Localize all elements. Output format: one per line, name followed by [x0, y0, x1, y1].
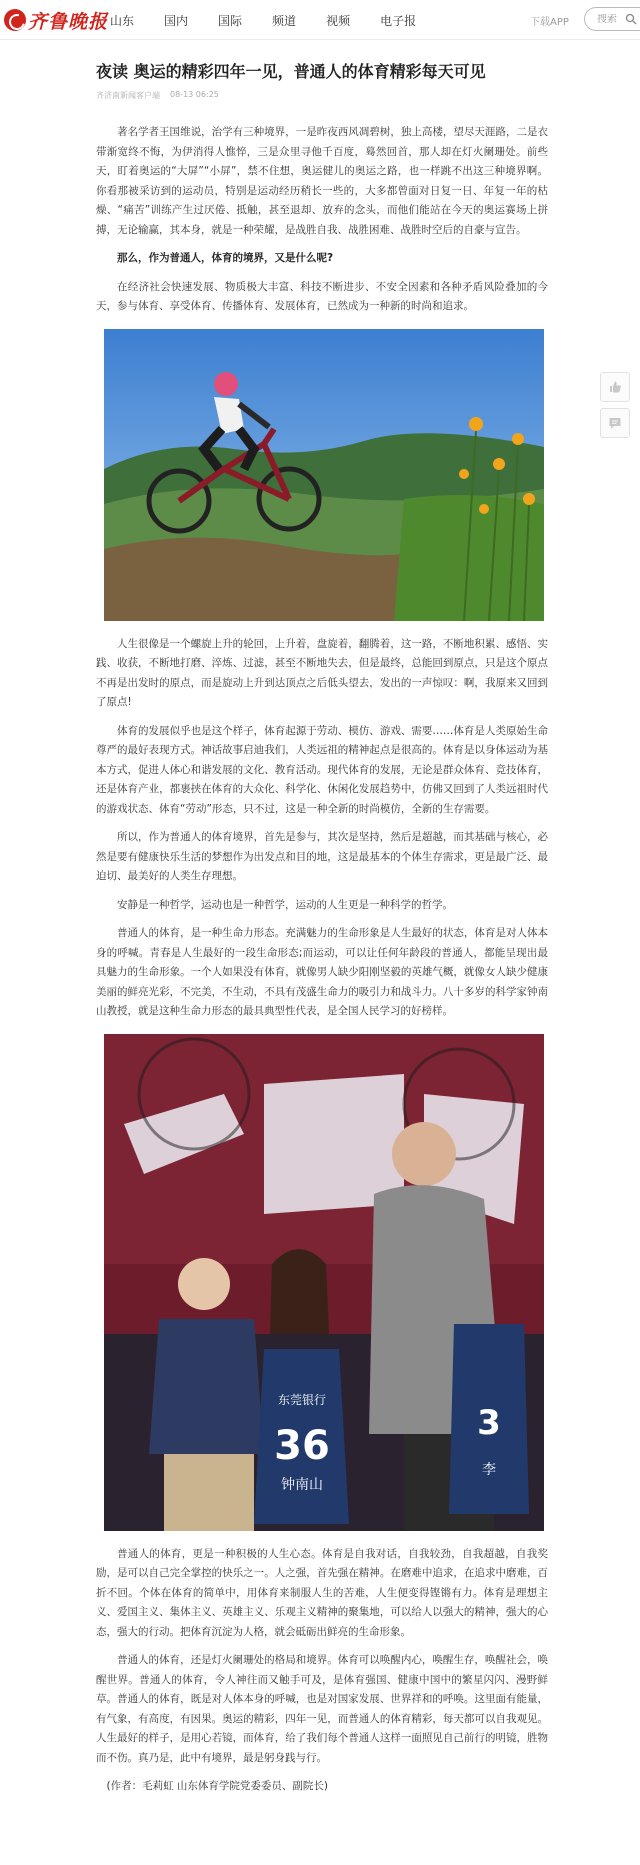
nav-item-epaper[interactable]: 电子报: [380, 13, 417, 28]
jersey-name-left: 钟南山: [281, 1476, 323, 1493]
nav-item-international[interactable]: 国际: [218, 13, 243, 28]
paragraph: 所以，作为普通人的体育境界，首先是参与，其次是坚持，然后是超越，而其基础与核心，必然是要有健康快乐生活的梦想作为出发点和目的地，这是最基本的个体生存需求，更是最广泛、最迫切、最美好的人类生存理想。: [96, 831, 548, 882]
search-box: [584, 7, 640, 31]
like-button[interactable]: [600, 372, 630, 402]
jersey-number-left: 36: [274, 1422, 330, 1469]
paragraph: 在经济社会快速发展、物质极大丰富、科技不断进步、不安全因素和各种矛盾风险叠加的今天，参与体育、享受体育、传播体育、发展体育，已然成为一种新的时尚和追求。: [96, 280, 548, 312]
nav-item-video[interactable]: 视频: [326, 13, 351, 28]
nav-item-channels[interactable]: 频道: [272, 13, 297, 28]
nav-item-shandong[interactable]: 山东: [110, 13, 135, 28]
article: [96, 60, 548, 1806]
article-title: 夜读 奥运的精彩四年一见，普通人的体育精彩每天可见: [96, 62, 486, 81]
paragraph: 著名学者王国维说，治学有三种境界，一是昨夜西风凋碧树，独上高楼，望尽天涯路，二是衣带渐宽终不悔，为伊消得人憔悴，三是众里寻他千百度，蓦然回首，那人却在灯火阑珊处。前些天，盯着奥运的“大屏”“小屏”，禁不住想，奥运健儿的奥运之路，也一样跳不出这三种境界啊。你看那被采访到的运动员，特别是运动经历稍长一些的，大多都曾面对日复一日、年复一年的枯燥、“痛苦”训练产生过厌倦、抵触，甚至退却、放弃的念头，而他们能站在今天的奥运赛场上拼搏，无论输赢，其本身，就是一种荣耀，是战胜自我、战胜困难、战胜时空后的自豪与宣告。: [96, 126, 548, 236]
jersey-presentation-photo: [104, 1034, 544, 1531]
article-body: [96, 123, 548, 1797]
site-logo[interactable]: [4, 6, 108, 34]
jersey-name-right: 李: [482, 1461, 496, 1478]
paragraph: 安静是一种哲学，运动也是一种哲学，运动的人生更是一种科学的哲学。: [117, 898, 453, 911]
article-source: 齐济南新闻客户端: [96, 91, 160, 100]
paragraph: 普通人的体育，还是灯火阑珊处的格局和境界。体育可以唤醒内心，唤醒生存，唤醒社会，唤醒世界。普通人的体育，令人神往而又触手可及，是体育强国、健康中国中的繁星闪闪、漫野鲜草。普通人的体育，既是对人体本身的呼喊，也是对国家发展、世界祥和的呼唤。这里面有能量，有气象，有高度，有因果。奥运的精彩，四年一见，而普通人的体育精彩，每天都可以自我观见。人生最好的样子，是用心若镜，而体育，给了我们每个普通人这样一面照见自己前行的明镜，胜物而不伤。真乃是，此中有境界，最是躬身践与行。: [96, 1654, 548, 1764]
like-icon: [608, 380, 622, 394]
article-time: 08-13 06:25: [170, 90, 219, 99]
jersey-number-right: 3: [477, 1402, 501, 1443]
logo-text: 齐鲁晚报: [28, 10, 109, 33]
paragraph: 体育的发展似乎也是这个样子，体育起源于劳动、模仿、游戏、需要……体育是人类原始生命尊严的最好表现方式。神话故事启迪我们，人类远祖的精神起点是很高的。体育是以身体运动为基本方式，促进人体心和谐发展的文化、教育活动。现代体育的发展，无论是群众体育、竞技体育，还是体育产业，都裹挟在体育的大众化、科学化、休闲化发展趋势中，仿佛又回到了人类远祖时代的游戏状态、体育“劳动”形态，只不过，这是一种全新的时尚模仿，全新的生存需要。: [96, 724, 548, 815]
paragraph: 普通人的体育，更是一种积极的人生心态。体育是自我对话，自我较劲，自我超越，自我奖励，是可以自己完全掌控的快乐之一。人之强，首先强在精神。在磨难中追求，在追求中磨难，百折不回。个体在体育的简单中，用体育来制服人生的苦难，人生便变得铿锵有力。体育是理想主义、爱国主义、集体主义、英雄主义、乐观主义精神的聚集地，可以给人以强大的精神，强大的心态，强大的行动。把体育沉淀为人格，就会砥砺出鲜亮的生命形象。: [96, 1547, 548, 1638]
paragraph: 普通人的体育，是一种生命力形态。充满魅力的生命形象是人生最好的状态，体育是对人体本身的呼喊。青春是人生最好的一段生命形态;而运动，可以让任何年龄段的普通人，都能呈现出最具魅力的生命形象。一个人如果没有体育，就像男人缺少阳刚坚毅的英雄气概，就像女人缺少健康美丽的鲜亮光彩，不完美，不生动，不具有茂盛生命力的吸引力和战斗力。八十多岁的科学家钟南山教授，就是这种生命力形态的最具典型性代表，是全国人民学习的好榜样。: [96, 927, 548, 1017]
comment-button[interactable]: [600, 408, 630, 438]
jersey-banner-text: 东莞银行: [277, 1392, 327, 1407]
paragraph: 人生很像是一个螺旋上升的轮回，上升着，盘旋着，翻腾着，这一路，不断地积累、感悟、实践、收获，不断地打磨、淬炼、过滤，甚至不断地失去，但是最终，总能回到原点，只是这个原点不再是出发时的原点，而是旋动上升到达顶点之后低头望去，发出的一声惊叹：啊，我原来又回到了原点!: [96, 637, 548, 708]
logo-mark-icon: [4, 9, 26, 31]
top-navigation-bar: [0, 0, 640, 40]
search-input[interactable]: [597, 14, 625, 25]
article-meta: [96, 90, 548, 101]
mountain-bike-photo: [104, 329, 544, 621]
nav-item-domestic[interactable]: 国内: [164, 13, 189, 28]
download-app-link[interactable]: 下载APP: [530, 17, 569, 28]
comment-icon: [608, 416, 622, 430]
author-credit: (作者：毛莉虹 山东体育学院党委委员、副院长): [106, 1780, 329, 1792]
search-icon[interactable]: [625, 13, 637, 25]
section-heading: 那么，作为普通人，体育的境界，又是什么呢?: [117, 252, 334, 264]
main-nav: [110, 0, 446, 40]
